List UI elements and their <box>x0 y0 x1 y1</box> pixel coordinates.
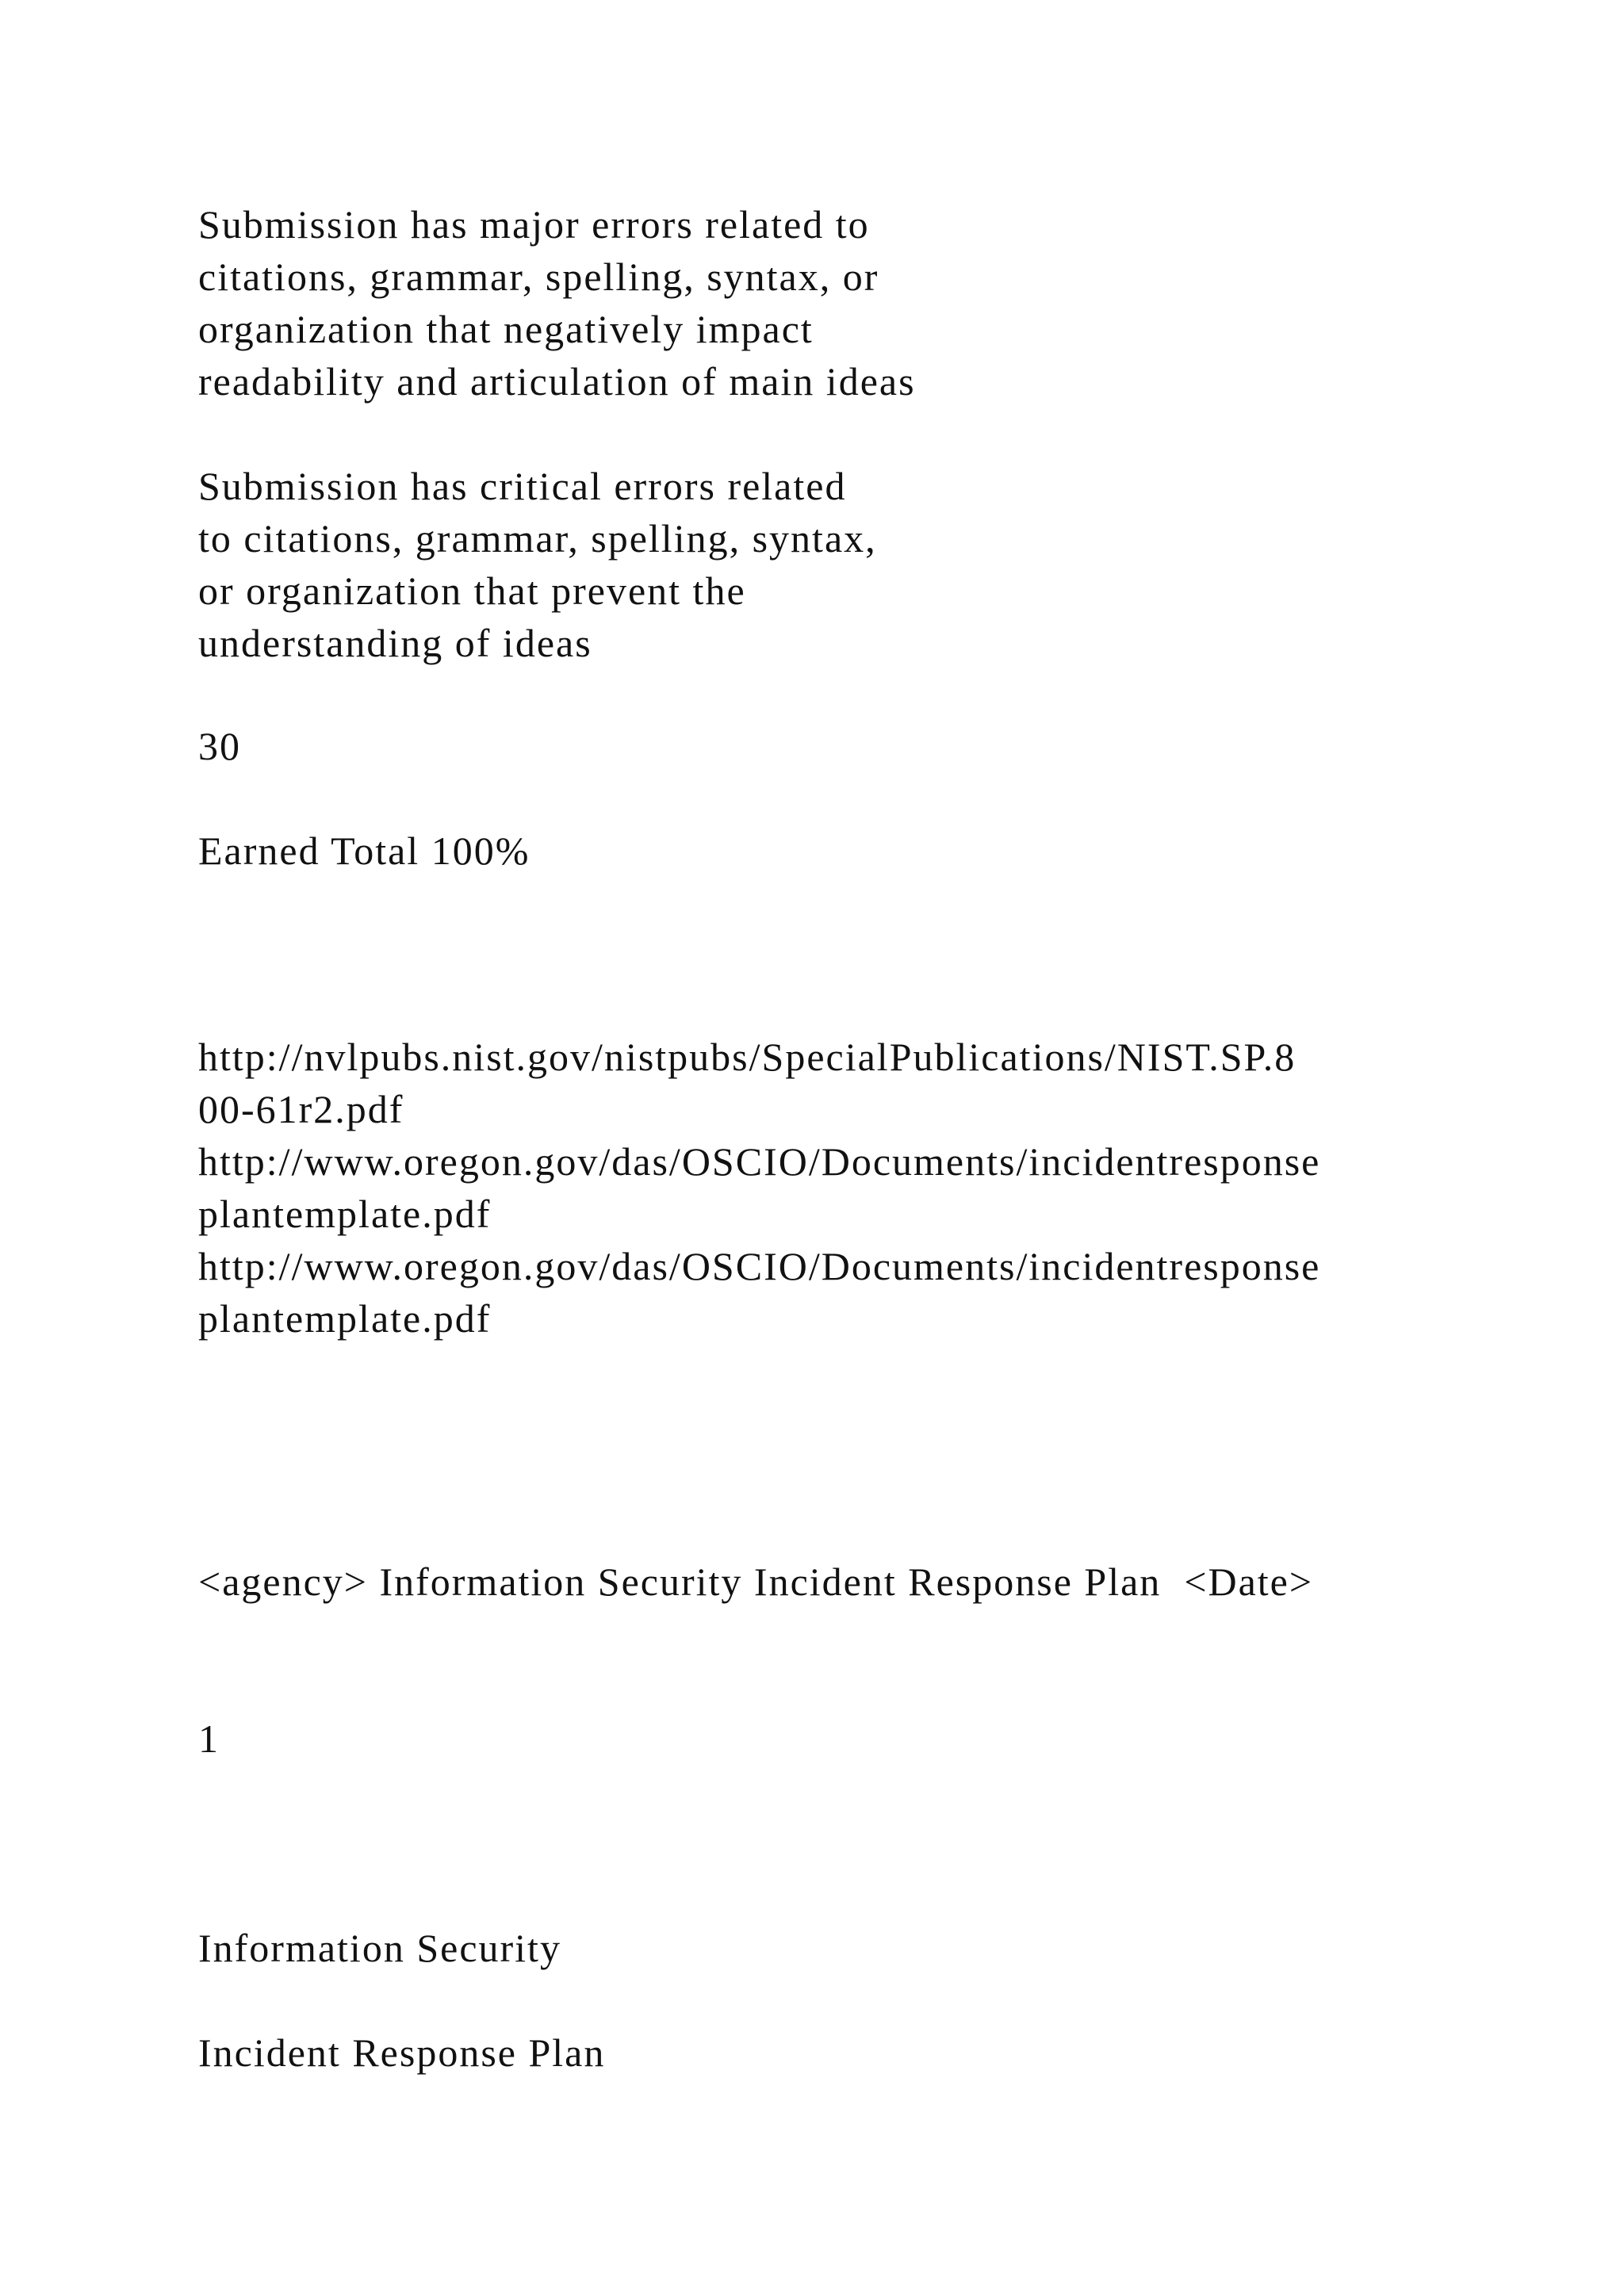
page-header-line <box>198 1556 1313 1608</box>
page-number-text: 1 <box>198 1716 220 1761</box>
reference-link-line[interactable]: plantemplate.pdf <box>198 1192 492 1236</box>
reference-link-line[interactable]: 00-61r2.pdf <box>198 1087 404 1131</box>
reference-link-line[interactable]: http://www.oregon.gov/das/OSCIO/Documents/incidentresponse <box>198 1139 1321 1184</box>
text-line: to citations, grammar, spelling, syntax, <box>198 516 877 561</box>
score-value <box>198 720 241 772</box>
document-title-line-1 <box>198 1922 561 1974</box>
text-line: organization that negatively impact <box>198 307 814 351</box>
earned-total <box>198 825 530 877</box>
reference-link-line[interactable]: http://nvlpubs.nist.gov/nistpubs/SpecialPublications/NIST.SP.8 <box>198 1035 1297 1079</box>
text-line: or organization that prevent the <box>198 568 746 613</box>
title-text: Incident Response Plan <box>198 2030 606 2075</box>
critical-errors-paragraph <box>198 460 877 669</box>
reference-link-line[interactable]: http://www.oregon.gov/das/OSCIO/Documents/incidentresponse <box>198 1244 1321 1288</box>
major-errors-paragraph <box>198 198 916 408</box>
score-text: 30 <box>198 724 241 768</box>
reference-link-line[interactable]: plantemplate.pdf <box>198 1296 492 1341</box>
page-number <box>198 1712 220 1765</box>
text-line: Submission has critical errors related <box>198 464 847 508</box>
header-text: <agency> Information Security Incident Response Plan <Date> <box>198 1559 1314 1604</box>
document-title-line-2 <box>198 2026 605 2079</box>
earned-total-text: Earned Total 100% <box>198 828 530 873</box>
title-text: Information Security <box>198 1926 561 1970</box>
text-line: Submission has major errors related to <box>198 202 870 247</box>
text-line: citations, grammar, spelling, syntax, or <box>198 254 879 299</box>
text-line: readability and articulation of main ideas <box>198 359 916 404</box>
text-line: understanding of ideas <box>198 621 592 665</box>
reference-links <box>198 1031 1320 1345</box>
